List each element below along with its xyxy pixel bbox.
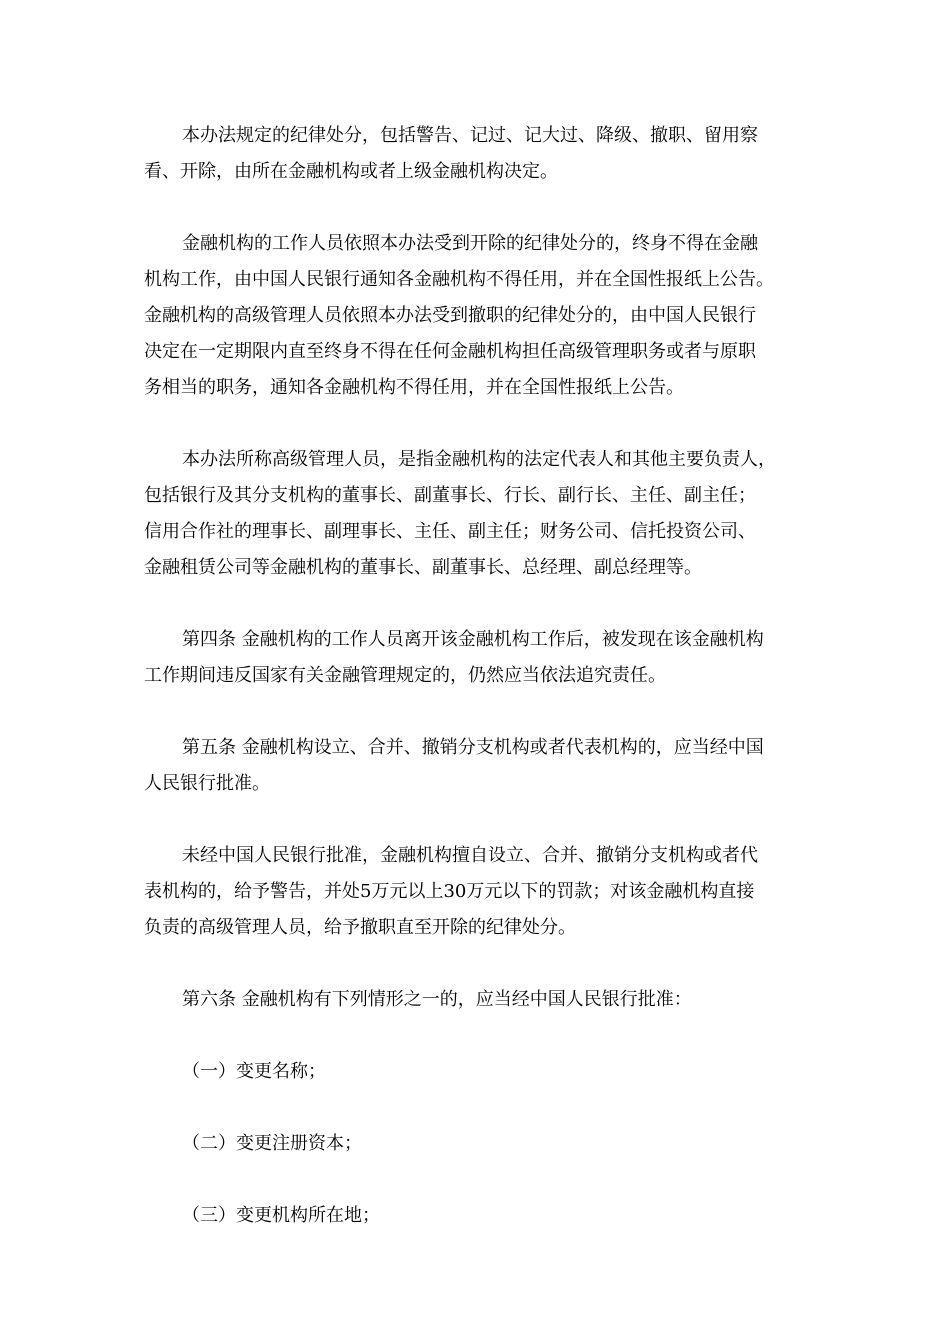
paragraph-2-line-4: 决定在一定期限内直至终身不得在任何金融机构担任高级管理职务或者与原职 bbox=[144, 341, 756, 362]
paragraph-3-line-1: 本办法所称高级管理人员，是指金融机构的法定代表人和其他主要负责人， bbox=[182, 449, 776, 470]
paragraph-3-line-3: 信用合作社的理事长、副理事长、主任、副主任；财务公司、信托投资公司、 bbox=[144, 521, 756, 542]
list-item-1: （一）变更名称； bbox=[182, 1061, 326, 1082]
paragraph-2-line-1: 金融机构的工作人员依照本办法受到开除的纪律处分的，终身不得在金融 bbox=[182, 233, 758, 254]
paragraph-7-line-1: 第六条 金融机构有下列情形之一的，应当经中国人民银行批准： bbox=[182, 989, 692, 1010]
paragraph-2-line-3: 金融机构的高级管理人员依照本办法受到撤职的纪律处分的，由中国人民银行 bbox=[144, 305, 756, 326]
paragraph-5-line-1: 第五条 金融机构设立、合并、撤销分支机构或者代表机构的，应当经中国 bbox=[182, 737, 764, 758]
paragraph-1-line-2: 看、开除，由所在金融机构或者上级金融机构决定。 bbox=[144, 161, 558, 182]
paragraph-3-line-2: 包括银行及其分支机构的董事长、副董事长、行长、副行长、主任、副主任； bbox=[144, 485, 756, 506]
paragraph-2-line-2: 机构工作，由中国人民银行通知各金融机构不得任用，并在全国性报纸上公告。 bbox=[144, 269, 774, 290]
paragraph-5-line-2: 人民银行批准。 bbox=[144, 773, 270, 794]
paragraph-4-line-2: 工作期间违反国家有关金融管理规定的，仍然应当依法追究责任。 bbox=[144, 665, 666, 686]
list-item-3: （三）变更机构所在地； bbox=[182, 1205, 380, 1226]
paragraph-1-line-1: 本办法规定的纪律处分，包括警告、记过、记大过、降级、撤职、留用察 bbox=[182, 125, 758, 146]
paragraph-3-line-4: 金融租赁公司等金融机构的董事长、副董事长、总经理、副总经理等。 bbox=[144, 557, 702, 578]
paragraph-2-line-5: 务相当的职务，通知各金融机构不得任用，并在全国性报纸上公告。 bbox=[144, 377, 684, 398]
paragraph-6-line-2: 表机构的，给予警告，并处5万元以上30万元以下的罚款；对该金融机构直接 bbox=[144, 881, 755, 902]
paragraph-4-line-1: 第四条 金融机构的工作人员离开该金融机构工作后，被发现在该金融机构 bbox=[182, 629, 764, 650]
paragraph-6-line-1: 未经中国人民银行批准，金融机构擅自设立、合并、撤销分支机构或者代 bbox=[182, 845, 758, 866]
paragraph-6-line-3: 负责的高级管理人员，给予撤职直至开除的纪律处分。 bbox=[144, 917, 576, 938]
list-item-2: （二）变更注册资本； bbox=[182, 1133, 362, 1154]
